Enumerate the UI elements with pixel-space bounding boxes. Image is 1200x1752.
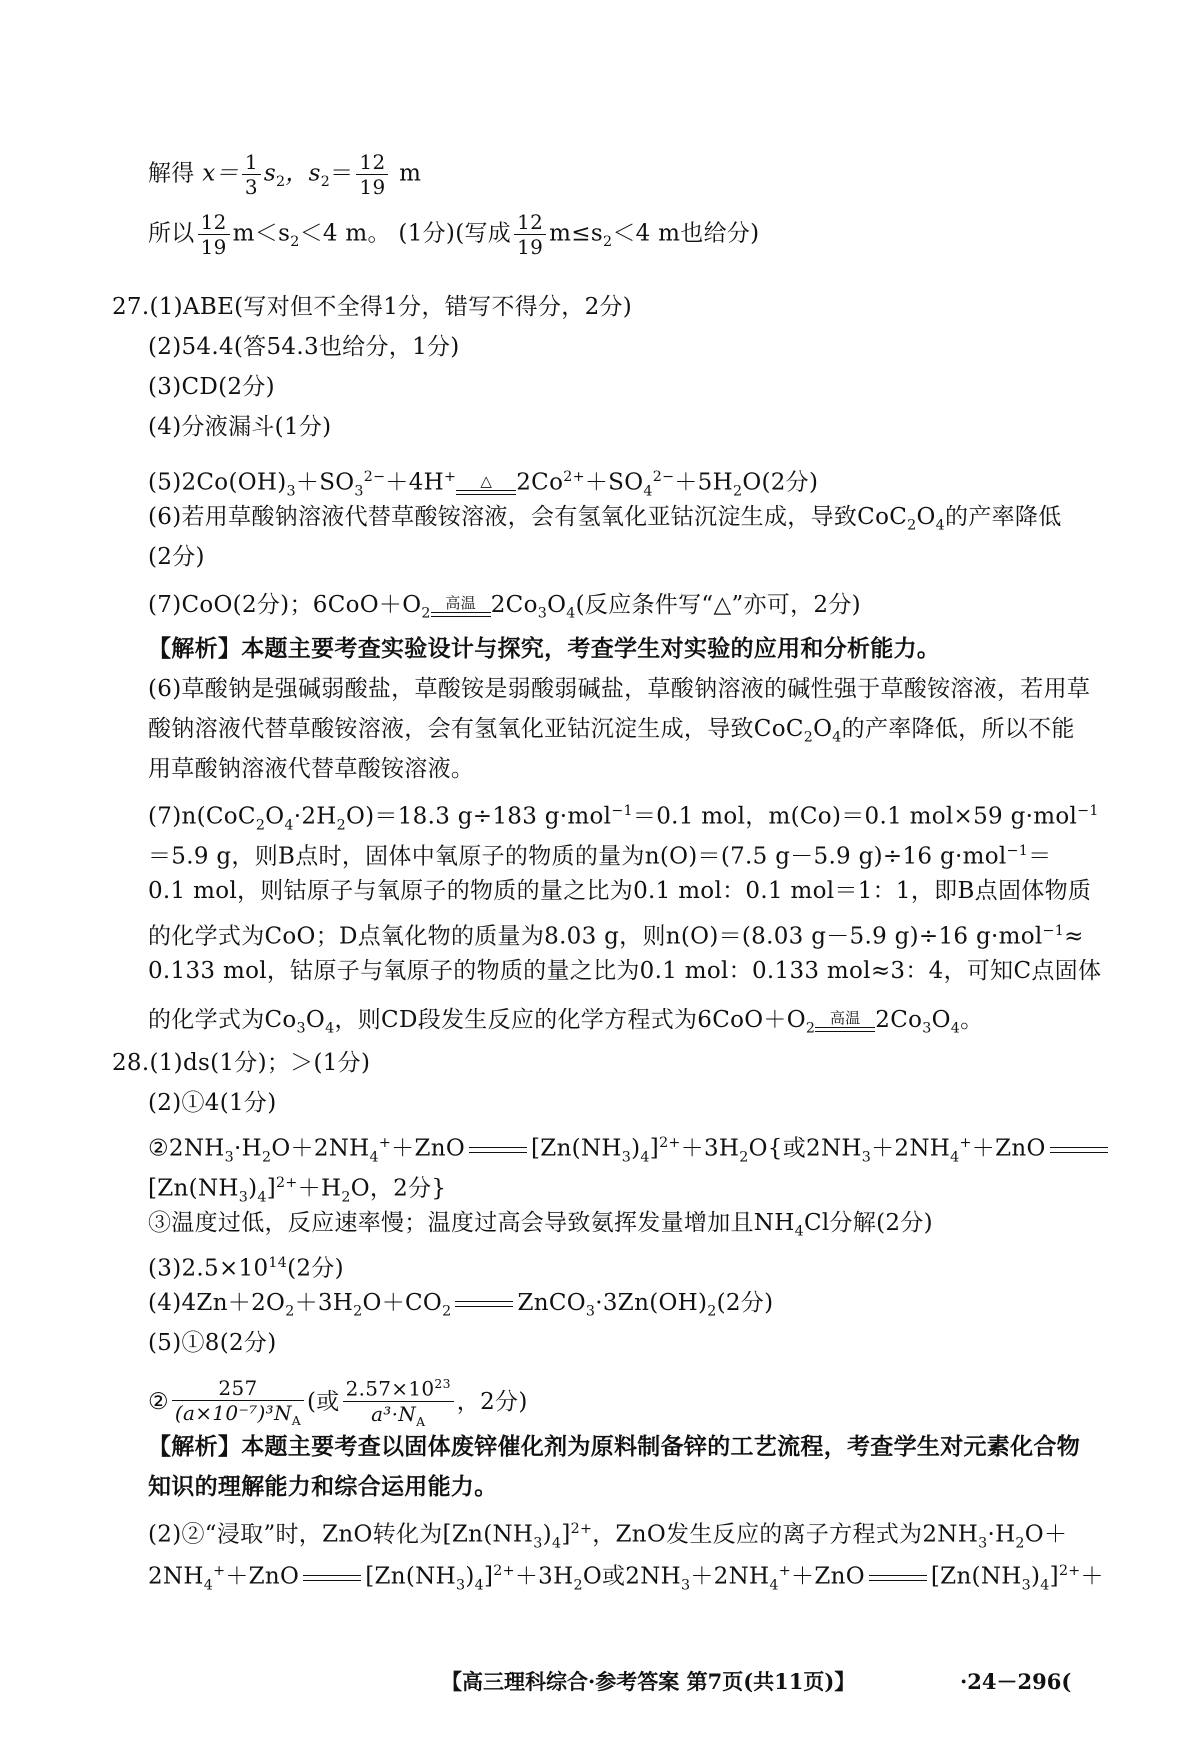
analysis-27-7-line2: ＝5.9 g，则B点时，固体中氧原子的物质的量为n(O)＝(7.5 g－5.9 g)÷16 g·mol$^{-1}$＝ (148, 843, 1052, 870)
analysis-28-heading-1: 【解析】本题主要考查以固体废锌催化剂为原料制备锌的工艺流程，考查学生对元素化合物 (148, 1433, 1080, 1460)
q28-part2-2: $②2NH_3\cdot H_2O+2NH_4^++ZnO$ $[Zn(NH_3)_4]^{2+}+3H_2O${或$2NH_3+2NH_4^++ZnO$ (148, 1128, 1112, 1172)
high-temp-condition: 高温 (815, 1010, 875, 1032)
analysis-27-7-line3: 0.1 mol，则钴原子与氧原子的物质的量之比为0.1 mol：0.1 mol＝1：1，即B点固体物质 (148, 878, 1092, 904)
q28-part4: $(4)4Zn+2O_2+3H_2O+CO_2$ $ZnCO_3\cdot 3Zn(OH)_2(2$分) (148, 1290, 774, 1320)
analysis-27-7-line6: 的化学式为$Co_3O_4$，则CD段发生反应的化学方程式为$6CoO+O_2$ 高温 $2Co_3O_4$。 (148, 1007, 984, 1037)
q28-part3: $(3)2.5\times 10^{14}(2$分) (148, 1255, 344, 1282)
q27-part6-cont: (2分) (148, 544, 205, 570)
q28-part2-1: (2)①4(1分) (148, 1090, 277, 1116)
q27-part6: (6)若用草酸钠溶液代替草酸铵溶液，会有氢氧化亚钴沉淀生成，导致$CoC_2O_4$的产率降低 (148, 504, 1062, 534)
q27-part4: (4)分液漏斗(1分) (148, 414, 332, 440)
analysis-27-heading: 【解析】本题主要考查实验设计与探究，考查学生对实验的应用和分析能力。 (148, 635, 941, 662)
q28-part5-1: (5)①8(2分) (148, 1330, 277, 1356)
analysis-27-7-line4: 的化学式为CoO；D点氧化物的质量为8.03 g，则n(O)＝(8.03 g－5.9 g)÷16 g·mol$^{-1}$≈ (148, 923, 1084, 950)
q27-part5: $(5)2Co(OH)_3+SO_3^{2-}+4H^+$ △ $2Co^{2+}+SO_4^{2-}+5H_2O(2$分) (148, 469, 819, 500)
solution-line-1: 解得 x＝ $\frac{1}{3}$ $s_2$，$s_2=$ $\frac{12}{19}$ m (148, 150, 422, 199)
q27-part1: 27.(1)ABE(写对但不全得1分，错写不得分，2分) (112, 294, 633, 320)
analysis-27-6-line3: 用草酸钠溶液代替草酸铵溶液。 (148, 756, 475, 782)
heat-condition: △ (456, 473, 516, 495)
q28-part5-2: ② $\frac{257}{(a\times 10^{-7})^3N_A}$ (或 $\frac{2.57\times 10^{23}}{a^3\cdot N_A}$ ，2分) (148, 1376, 528, 1429)
q27-part7: (7)CoO(2分)；$6CoO+O_2$ 高温 $2Co_3O_4$(反应条件写“△”亦可，2分) (148, 592, 861, 622)
analysis-28-2-line2: $2NH_4^++ZnO$ $[Zn(NH_3)_4]^{2+}+3H_2O$或$2NH_3+2NH_4^++ZnO$ $[Zn(NH_3)_4]^{2+}+$ (148, 1563, 1104, 1594)
q27-part2: (2)54.4(答54.3也给分，1分) (148, 334, 460, 360)
q28-part2-3: ③温度过低，反应速率慢；温度过高会导致氨挥发量增加且$NH_4Cl$分解(2分) (148, 1210, 933, 1240)
analysis-27-7-line1: $(7)n(CoC_2O_4\cdot 2H_2O)=18.3$ g÷183 g·mol$^{-1}$＝0.1 mol，m(Co)＝0.1 mol×59 g·mol$^{-1}$ (148, 803, 1099, 834)
analysis-27-6-line1: (6)草酸钠是强碱弱酸盐，草酸铵是弱酸弱碱盐，草酸钠溶液的碱性强于草酸铵溶液，若用草 (148, 676, 1091, 702)
analysis-27-6-line2: 酸钠溶液代替草酸铵溶液，会有氢氧化亚钴沉淀生成，导致$CoC_2O_4$的产率降低，所以不能 (148, 716, 1075, 746)
analysis-27-7-line5: 0.133 mol，钴原子与氧原子的物质的量之比为0.1 mol：0.133 mol≈3：4，可知C点固体 (148, 958, 1102, 984)
page-footer: 【高三理科综合·参考答案 第7页(共11页)】 (441, 1669, 856, 1694)
analysis-28-heading-2: 知识的理解能力和综合运用能力。 (148, 1473, 498, 1500)
q28-part1: 28.(1)ds(1分)；＞(1分) (112, 1050, 371, 1076)
solution-line-2: 所以 $\frac{12}{19}$ $m<s_2<4$ m。 (1分)(写成 $\frac{12}{19}$ $m\le s_2<4$ m也给分) (148, 210, 760, 259)
q28-part2-2-cont: $[Zn(NH_3)_4]^{2+}+H_2O$，2分} (148, 1175, 447, 1206)
high-temp-condition: 高温 (431, 595, 491, 617)
analysis-28-2-line1: (2)②“浸取”时，ZnO转化为$[Zn(NH_3)_4]^{2+}$，ZnO发生反应的离子方程式为$2NH_3\cdot H_2O+$ (148, 1521, 1068, 1552)
q27-part3: (3)CD(2分) (148, 374, 275, 400)
page-code: ·24－296( (960, 1669, 1072, 1694)
